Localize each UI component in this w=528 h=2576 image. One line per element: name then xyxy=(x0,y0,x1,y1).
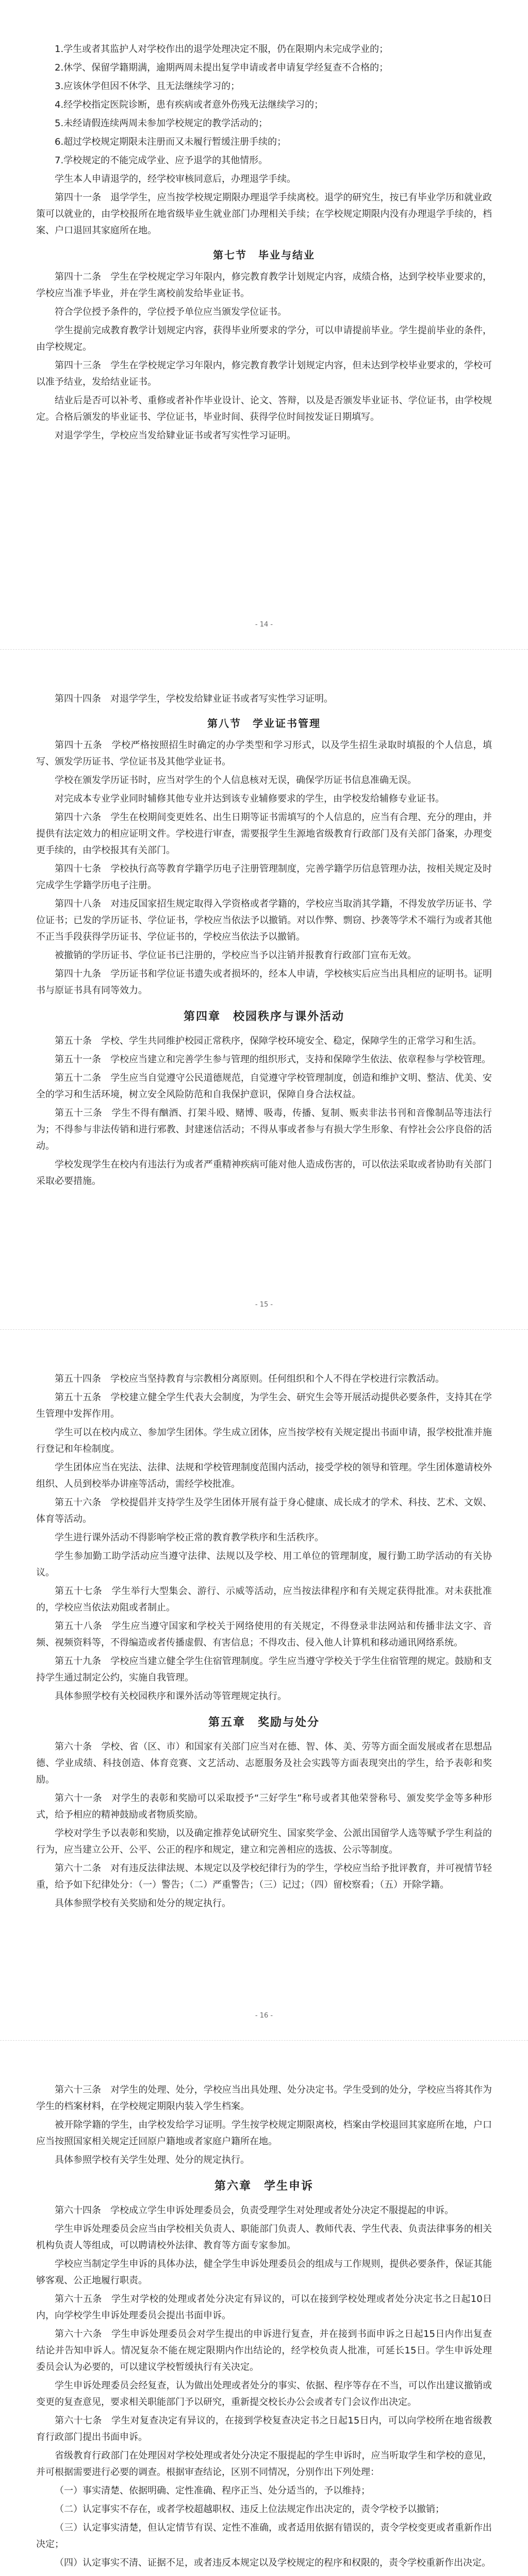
paragraph: 第六十三条 对学生的处理、处分，学校应当出具处理、处分决定书。学生受到的处分，学校应当将其作为学生的档案材料，在学校规定期限内装入学生档案。 xyxy=(36,2084,492,2112)
paragraph: 被撤销的学历证书、学位证书已注册的，学校应当予以注销并报教育行政部门宣布无效。 xyxy=(55,950,417,961)
section-heading: 第八节 学业证书管理 xyxy=(207,717,321,730)
paragraph: 第四十五条 学校严格按照招生时确定的办学类型和学习形式，以及学生招生录取时填报的个人信息，填写、颁发学历证书、学位证书及其他学业证书。 xyxy=(36,740,492,767)
paragraph: 第五十三条 学生不得有酗酒、打架斗殴、赌博、吸毒，传播、复制、贩卖非法书刊和音像制品等违法行为；不得参与非法传销和进行邪教、封建迷信活动；不得从事或者参与有损大学生形象、有悖社会公序良俗的活动。 xyxy=(36,1108,492,1151)
paragraph: 符合学位授予条件的，学位授予单位应当颁发学位证书。 xyxy=(55,307,287,317)
paragraph: 学生可以在校内成立、参加学生团体。学生成立团体，应当按学校有关规定提出书面申请，报学校批准并施行登记和年检制度。 xyxy=(36,1427,492,1454)
paragraph: 第四十六条 学生在校期间变更姓名、出生日期等证书需填写的个人信息的，应当有合理、充分的理由，并提供有法定效力的相应证明文件。学校进行审查，需要报学生生源地省级教育行政部门及有关部门备案，办理变更手续的，由学校报其有关部门。 xyxy=(36,812,492,856)
document-page xyxy=(0,2040,528,2576)
paragraph: 具体参照学校有关学生处理、处分的规定执行。 xyxy=(55,2155,250,2165)
paragraph: 被开除学籍的学生，由学校发给学习证明。学生按学校规定期限离校，档案由学校退回其家庭所在地，户口应当按照国家相关规定迁回原户籍地或者家庭户籍所在地。 xyxy=(36,2120,492,2147)
paragraph: （四）认定事实不清、证据不足，或者违反本规定以及学校规定的程序和权限的，责令学校重新作出决定。 xyxy=(55,2557,491,2568)
paragraph: 学生团体应当在宪法、法律、法规和学校管理制度范围内活动，接受学校的领导和管理。学生团体邀请校外组织、人员到校举办讲座等活动，需经学校批准。 xyxy=(36,1462,492,1489)
document-page xyxy=(0,0,528,649)
paragraph: 对完成本专业学业同时辅修其他专业并达到该专业辅修要求的学生，由学校发给辅修专业证书。 xyxy=(55,793,444,804)
paragraph: 第四十四条 对退学学生，学校发给肄业证书或者写实性学习证明。 xyxy=(55,693,333,704)
paragraph: 学校对学生予以表彰和奖励，以及确定推荐免试研究生、国家奖学金、公派出国留学人选等赋予学生利益的行为，应当建立公开、公平、公正的程序和规定，建立和完善相应的选拔、公示等制度。 xyxy=(36,1828,492,1855)
paragraph: （三）认定事实清楚，但认定情节有误、定性不准确，或者适用依据有错误的，责令学校变更或者重新作出决定； xyxy=(36,2522,492,2550)
paragraph: 学生参加勤工助学活动应当遵守法律、法规以及学校、用工单位的管理制度，履行勤工助学活动的有关协议。 xyxy=(36,1551,492,1578)
paragraph: 学生本人申请退学的，经学校审核同意后，办理退学手续。 xyxy=(55,174,296,184)
paragraph: 第六十四条 学校成立学生申诉处理委员会，负责受理学生对处理或者处分决定不服提起的申诉。 xyxy=(55,2205,454,2216)
paragraph: 第五十四条 学校应当坚持教育与宗教相分离原则。任何组织和个人不得在学校进行宗教活动。 xyxy=(55,1374,444,1384)
paragraph: 学生提前完成教育教学计划规定内容，获得毕业所要求的学分，可以申请提前毕业。学生提前毕业的条件，由学校规定。 xyxy=(36,325,492,352)
paragraph: （一）事实清楚、依据明确、定性准确、程序正当、处分适当的，予以维持； xyxy=(55,2485,370,2496)
paragraph: 省级教育行政部门在处理因对学校处理或者处分决定不服提起的学生申诉时，应当听取学生和学校的意见，并可根据需要进行必要的调查。根据审查结论，区别不同情况，分别作出下列处理： xyxy=(36,2450,492,2478)
paragraph: 第五十九条 学校应当建立健全学生住宿管理制度。学生应当遵守学校关于学生住宿管理的规定。鼓励和支持学生通过制定公约，实施自我管理。 xyxy=(36,1656,492,1683)
paragraph: 学校在颁发学历证书时，应当对学生的个人信息核对无误，确保学历证书信息准确无误。 xyxy=(55,775,417,786)
paragraph: 第五十二条 学生应当自觉遵守公民道德规范，自觉遵守学校管理制度，创造和维护文明、整洁、优美、安全的学习和生活环境，树立安全风险防范和自我保护意识，保障自身合法权益。 xyxy=(36,1073,492,1100)
paragraph: 第四十三条 学生在学校规定学习年限内，修完教育教学计划规定内容，但未达到学校毕业要求的，学校可以准予结业，发给结业证书。 xyxy=(36,360,492,387)
paragraph: 第五十五条 学校建立健全学生代表大会制度，为学生会、研究生会等开展活动提供必要条件，支持其在学生管理中发挥作用。 xyxy=(36,1392,492,1419)
document-page xyxy=(0,1329,528,2040)
paragraph: 第六十一条 对学生的表彰和奖励可以采取授予“三好学生”称号或者其他荣誉称号、颁发奖学金等多种形式，给予相应的精神鼓励或者物质奖励。 xyxy=(36,1793,492,1820)
paragraph: 第五十七条 学生举行大型集会、游行、示威等活动，应当按法律程序和有关规定获得批准。对未获批准的，学校应当依法劝阻或者制止。 xyxy=(36,1586,492,1613)
paragraph: 学生申诉处理委员会经复查，认为做出处理或者处分的事实、依据、程序等存在不当，可以作出建议撤销或变更的复查意见，要求相关职能部门予以研究，重新提交校长办公会或者专门会议作出决定。 xyxy=(36,2380,492,2408)
paragraph xyxy=(36,2573,492,2576)
paragraph: 第四十二条 学生在学校规定学习年限内，修完教育教学计划规定内容，成绩合格，达到学校毕业要求的，学校应当准予毕业，并在学生离校前发给毕业证书。 xyxy=(36,272,492,299)
paragraph: 第六十七条 学生对复查决定有异议的，在接到学校复查决定书之日起15日内，可以向学校所在地省级教育行政部门提出书面申诉。 xyxy=(36,2415,492,2443)
paragraph: 6.超过学校规定期限未注册而又未履行暂缓注册手续的； xyxy=(55,137,287,147)
paragraph: 第六十条 学校、省（区、市）和国家有关部门应当对在德、智、体、美、劳等方面全面发展或者在思想品德、学业成绩、科技创造、体育竞赛、文艺活动、志愿服务及社会实践等方面表现突出的学生，给予表彰和奖励。 xyxy=(36,1741,492,1785)
section-heading: 第七节 毕业与结业 xyxy=(213,249,315,261)
page-number: - 15 - xyxy=(255,1301,273,1309)
chapter-heading: 第四章 校园秩序与课外活动 xyxy=(183,1010,344,1023)
paragraph: （二）认定事实不存在，或者学校超越职权、违反上位法规定作出决定的，责令学校予以撤销； xyxy=(55,2504,444,2515)
paragraph: 第四十一条 退学学生，应当按学校规定期限办理退学手续离校。退学的研究生，按已有毕业学历和就业政策可以就业的，由学校报所在地省级毕业生就业部门办理相关手续；在学校规定期限内没有办理退学手续的，档案、户口退回其家庭所在地。 xyxy=(36,192,492,236)
paragraph: 7.学校规定的不能完成学业、应予退学的其他情形。 xyxy=(55,155,268,166)
paragraph: 第五十一条 学校应当建立和完善学生参与管理的组织形式，支持和保障学生依法、依章程参与学校管理。 xyxy=(55,1054,491,1065)
paragraph: 2.休学、保留学籍期满，逾期两周未提出复学申请或者申请复学经复查不合格的； xyxy=(55,62,389,73)
paragraph: 第六十二条 对有违反法律法规、本规定以及学校纪律行为的学生，学校应当给予批评教育，并可视情节轻重，给予如下纪律处分：（一）警告；（二）严重警告；（三）记过；（四）留校察看；（五）开除学籍。 xyxy=(36,1863,492,1890)
paragraph: 具体参照学校有关校园秩序和课外活动等管理规定执行。 xyxy=(55,1691,287,1702)
paragraph: 第五十六条 学校提倡并支持学生及学生团体开展有益于身心健康、成长成才的学术、科技、艺术、文娱、体育等活动。 xyxy=(36,1497,492,1524)
paragraph: 第六十六条 学生申诉处理委员会对学生提出的申诉进行复查，并在接到书面申诉之日起15日内作出复查结论并告知申诉人。情况复杂不能在规定限期内作出结论的，经学校负责人批准，可延长15日。学生申诉处理委员会认为必要的，可以建议学校暂缓执行有关决定。 xyxy=(36,2329,492,2372)
document-page xyxy=(0,649,528,1329)
paragraph: 第四十七条 学校执行高等教育学籍学历电子注册管理制度，完善学籍学历信息管理办法，按相关规定及时完成学生学籍学历电子注册。 xyxy=(36,863,492,891)
paragraph: 学校发现学生在校内有违法行为或者严重精神疾病可能对他人造成伤害的，可以依法采取或者协助有关部门采取必要措施。 xyxy=(36,1159,492,1187)
paragraph: 结业后是否可以补考、重修或者补作毕业设计、论文、答辩，以及是否颁发毕业证书、学位证书，由学校规定。合格后颁发的毕业证书、学位证书，毕业时间、获得学位时间按发证日期填写。 xyxy=(36,395,492,422)
chapter-heading: 第五章 奖励与处分 xyxy=(208,1716,320,1729)
paragraph: 第四十九条 学历证书和学位证书遗失或者损坏的，经本人申请，学校核实后应当出具相应的证明书。证明书与原证书具有同等效力。 xyxy=(36,969,492,996)
paragraph: 第五十条 学校、学生共同维护校园正常秩序，保障学校环境安全、稳定，保障学生的正常学习和生活。 xyxy=(55,1036,482,1046)
paragraph: 第四十八条 对违反国家招生规定取得入学资格或者学籍的，学校应当取消其学籍，不得发放学历证书、学位证书；已发的学历证书、学位证书，学校应当依法予以撤销。对以作弊、剽窃、抄袭等学术不端行为或者其他不正当手段获得学历证书、学位证书的，学校应当依法予以撤销。 xyxy=(36,899,492,942)
paragraph: 4.经学校指定医院诊断，患有疾病或者意外伤残无法继续学习的； xyxy=(55,99,324,110)
paragraph: 1.学生或者其监护人对学校作出的退学处理决定不服，仍在限期内未完成学业的； xyxy=(55,44,389,55)
page-number: - 16 - xyxy=(255,2012,273,2020)
page-number: - 14 - xyxy=(255,621,273,629)
chapter-heading: 第六章 学生申诉 xyxy=(214,2180,314,2193)
paragraph: 5.未经请假连续两周未参加学校规定的教学活动的； xyxy=(55,118,268,129)
paragraph: 第五十八条 学生应当遵守国家和学校关于网络使用的有关规定，不得登录非法网站和传播非法文字、音频、视频资料等，不得编造或者传播虚假、有害信息；不得攻击、侵入他人计算机和移动通讯网络系统。 xyxy=(36,1621,492,1648)
paragraph: 学校应当制定学生申诉的具体办法，健全学生申诉处理委员会的组成与工作规则，提供必要条件，保证其能够客观、公正地履行职责。 xyxy=(36,2259,492,2286)
paragraph: 3.应该休学但因不休学、且无法继续学习的； xyxy=(55,81,240,92)
paragraph: 具体参照学校有关奖励和处分的规定执行。 xyxy=(55,1898,231,1909)
paragraph: 第六十五条 学生对学校的处理或者处分决定有异议的，可以在接到学校处理或者处分决定书之日起10日内，向学校学生申诉处理委员会提出书面申诉。 xyxy=(36,2294,492,2321)
paragraph: 学生进行课外活动不得影响学校正常的教育教学秩序和生活秩序。 xyxy=(55,1532,324,1543)
paragraph: 学生申诉处理委员会应当由学校相关负责人、职能部门负责人、教师代表、学生代表、负责法律事务的相关机构负责人等组成，可以聘请校外法律、教育等方面专家参加。 xyxy=(36,2224,492,2251)
paragraph: 对退学学生，学校应当发给肄业证书或者写实性学习证明。 xyxy=(55,430,296,441)
